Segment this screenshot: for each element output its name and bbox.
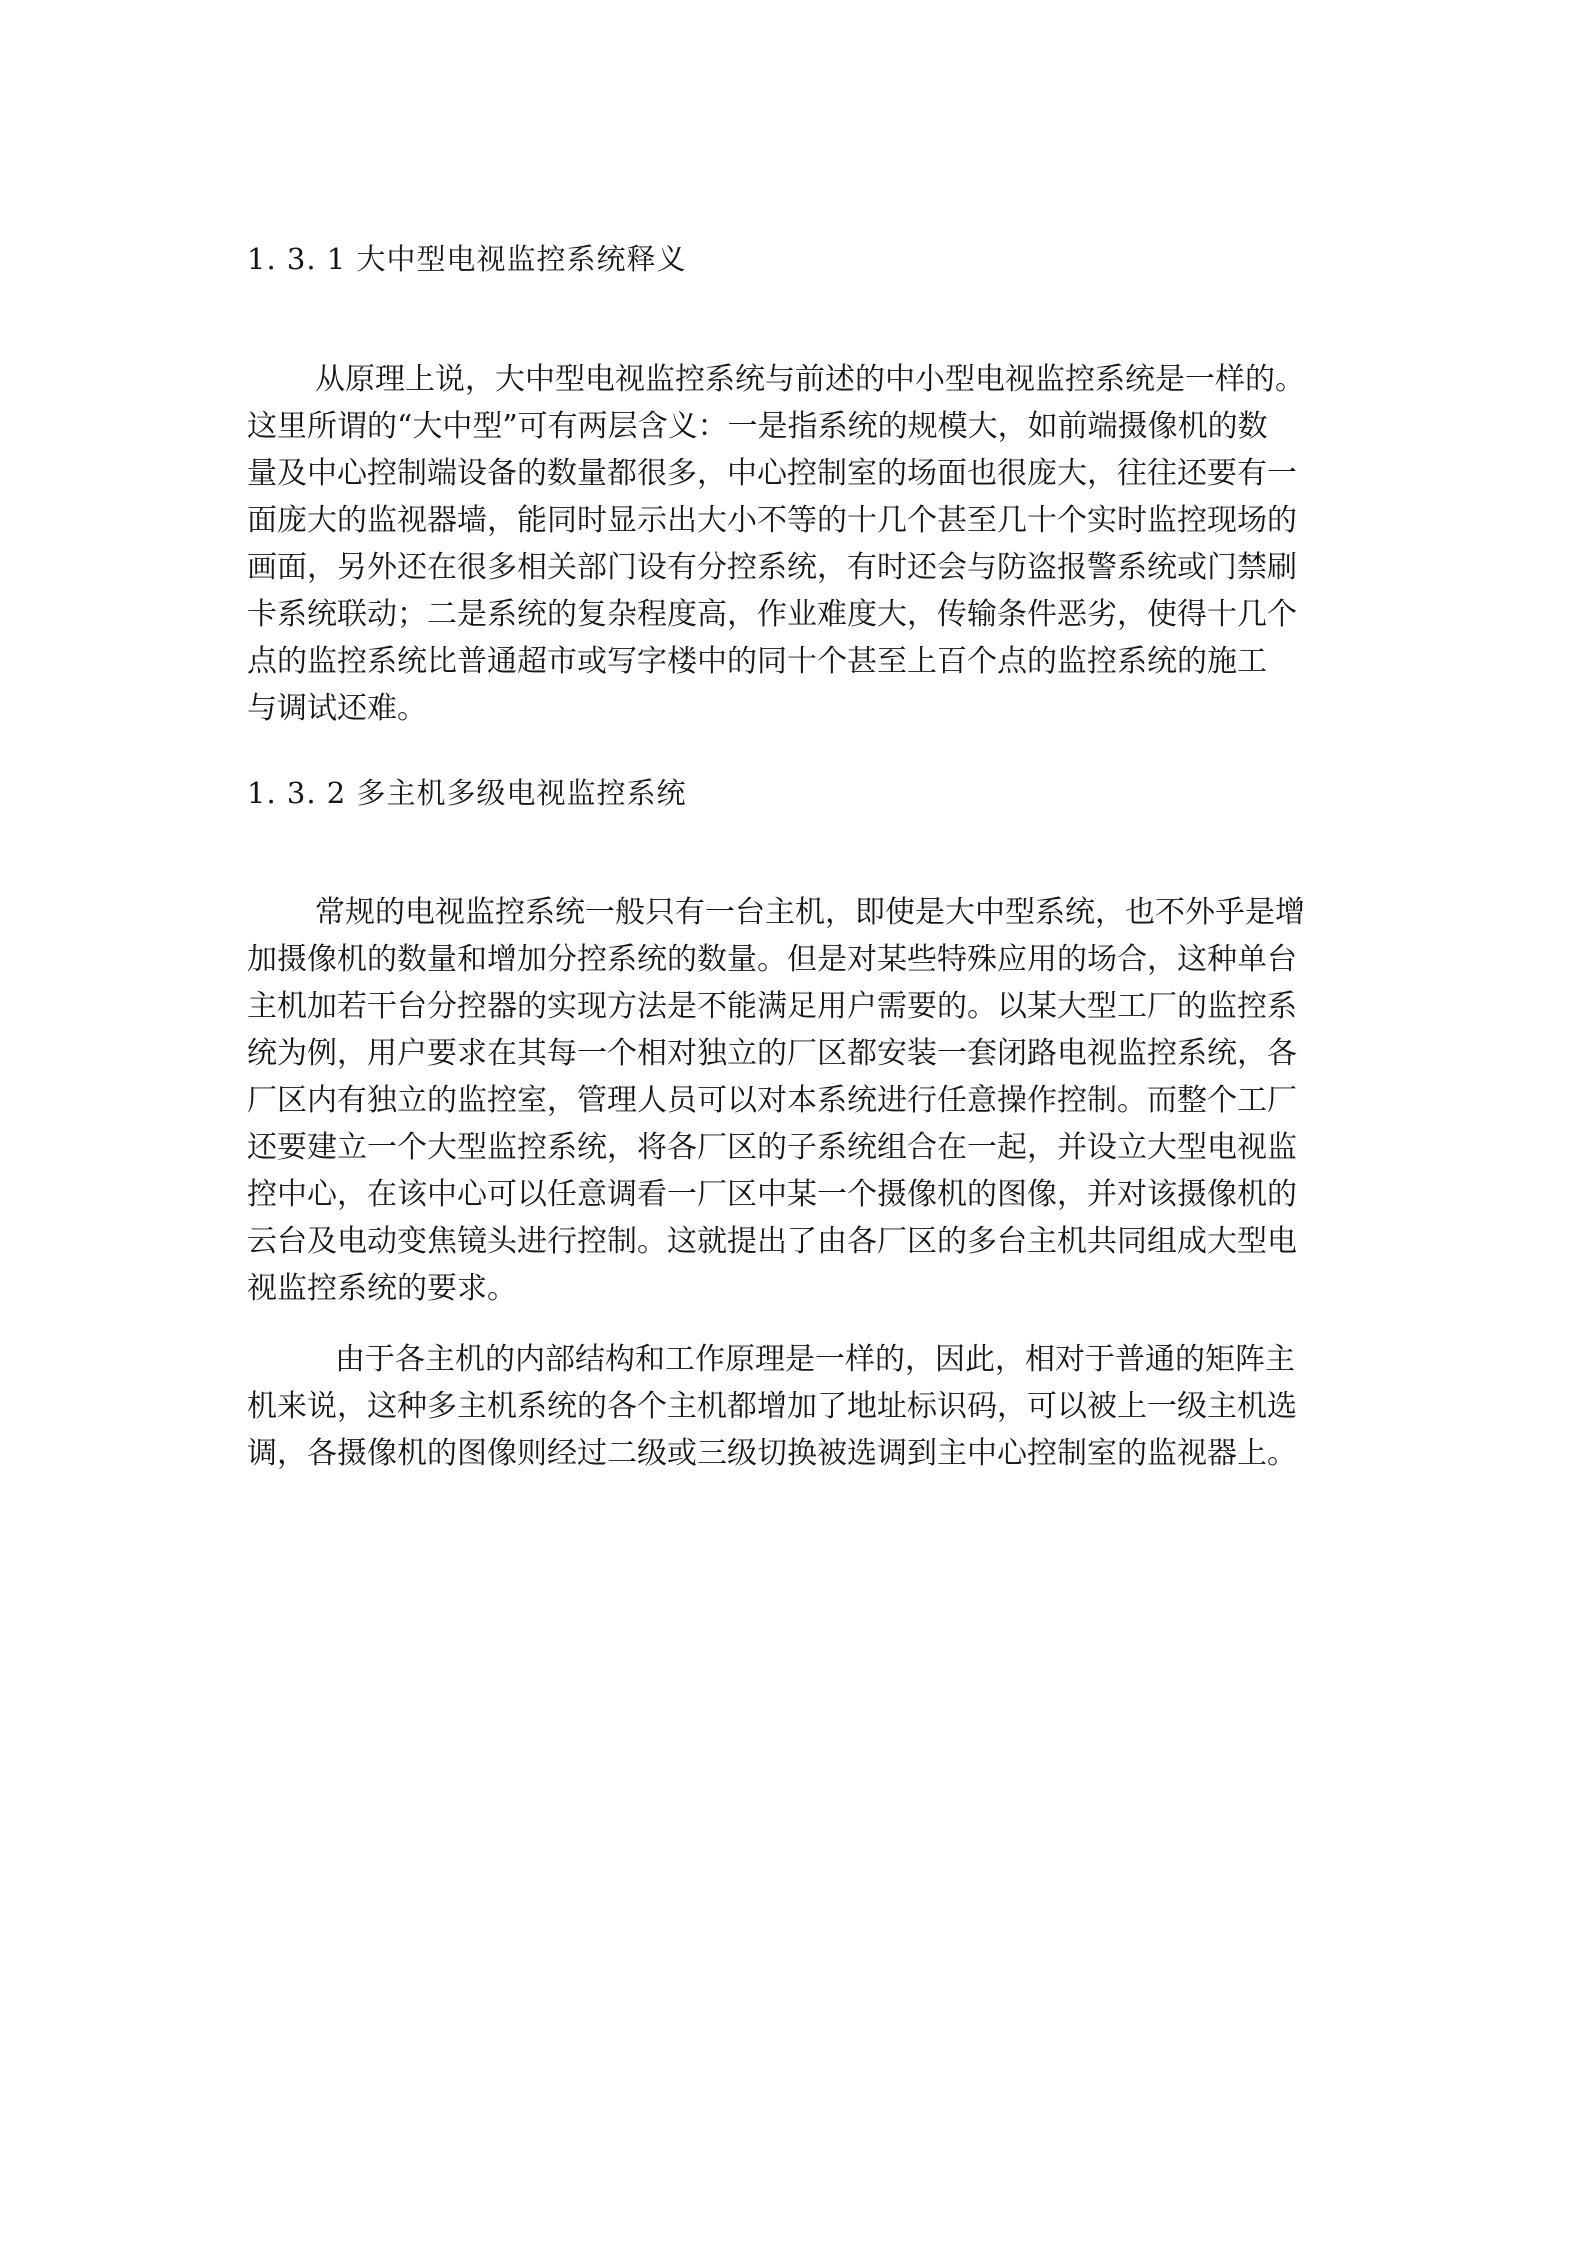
paragraph-line: 控中心，在该中心可以任意调看一厂区中某一个摄像机的图像，并对该摄像机的 (247, 1177, 1297, 1212)
paragraph-3 (247, 1336, 1357, 1477)
paragraph-line: 云台及电动变焦镜头进行控制。这就提出了由各厂区的多台主机共同组成大型电 (247, 1224, 1297, 1259)
paragraph-line: 视监控系统的要求。 (247, 1271, 517, 1306)
paragraph-line: 画面，另外还在很多相关部门设有分控系统，有时还会与防盗报警系统或门禁刷 (247, 550, 1297, 585)
paragraph-line: 由于各主机的内部结构和工作原理是一样的，因此，相对于普通的矩阵主 (335, 1342, 1295, 1377)
paragraph-line: 机来说，这种多主机系统的各个主机都增加了地址标识码，可以被上一级主机选 (247, 1389, 1297, 1424)
section-heading-1-3-2: 1. 3. 2 多主机多级电视监控系统 (247, 776, 687, 810)
paragraph-line: 统为例，用户要求在其每一个相对独立的厂区都安装一套闭路电视监控系统，各 (247, 1036, 1297, 1071)
paragraph-line: 从原理上说，大中型电视监控系统与前述的中小型电视监控系统是一样的。 (315, 362, 1305, 397)
paragraph-line: 卡系统联动；二是系统的复杂程度高，作业难度大，传输条件恶劣，使得十几个 (247, 597, 1297, 632)
paragraph-line: 点的监控系统比普通超市或写字楼中的同十个甚至上百个点的监控系统的施工 (247, 644, 1267, 679)
paragraph-line: 主机加若干台分控器的实现方法是不能满足用户需要的。以某大型工厂的监控系 (247, 989, 1297, 1024)
paragraph-line: 还要建立一个大型监控系统，将各厂区的子系统组合在一起，并设立大型电视监 (247, 1130, 1297, 1165)
paragraph-line: 调，各摄像机的图像则经过二级或三级切换被选调到主中心控制室的监视器上。 (247, 1436, 1297, 1471)
paragraph-line: 加摄像机的数量和增加分控系统的数量。但是对某些特殊应用的场合，这种单台 (247, 942, 1297, 977)
paragraph-line: 常规的电视监控系统一般只有一台主机，即使是大中型系统，也不外乎是增 (315, 895, 1305, 930)
paragraph-line: 面庞大的监视器墙，能同时显示出大小不等的十几个甚至几十个实时监控现场的 (247, 503, 1297, 538)
paragraph-line: 量及中心控制端设备的数量都很多，中心控制室的场面也很庞大，往往还要有一 (247, 456, 1297, 491)
paragraph-line: 厂区内有独立的监控室，管理人员可以对本系统进行任意操作控制。而整个工厂 (247, 1083, 1297, 1118)
section-heading-1-3-1: 1. 3. 1 大中型电视监控系统释义 (247, 242, 687, 276)
paragraph-1 (247, 356, 1357, 732)
paragraph-line: 与调试还难。 (247, 691, 427, 726)
paragraph-line: 这里所谓的“大中型”可有两层含义：一是指系统的规模大，如前端摄像机的数 (247, 409, 1268, 444)
paragraph-2 (247, 889, 1357, 1312)
